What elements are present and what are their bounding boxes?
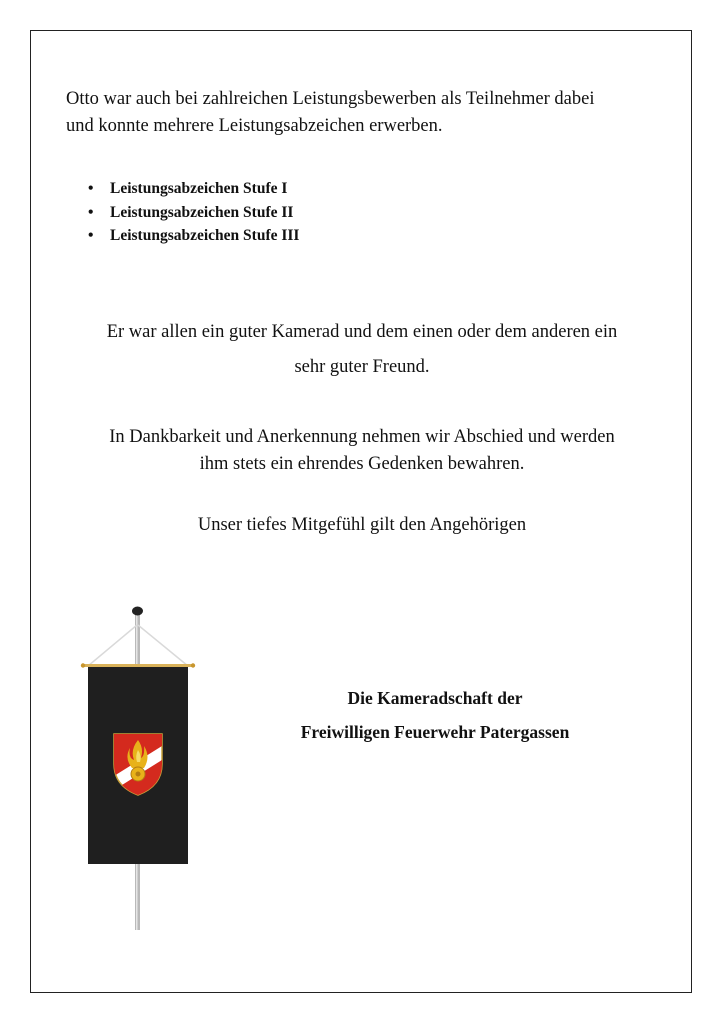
badge-list <box>88 177 299 248</box>
intro-paragraph <box>66 86 676 140</box>
farewell-line-2: ihm stets ein ehrendes Gedenken bewahren. <box>199 454 525 474</box>
fire-brigade-banner-icon <box>78 600 198 935</box>
crossbar <box>84 664 192 667</box>
pole-knob <box>132 607 143 616</box>
intro-line-1: Otto war auch bei zahlreichen Leistungsbewerben als Teilnehmer dabei <box>66 89 595 109</box>
badge-item: • Leistungsabzeichen Stufe I <box>88 177 299 201</box>
intro-line-2: und konnte mehrere Leistungsabzeichen erwerben. <box>66 116 443 136</box>
badge-item: • Leistungsabzeichen Stufe II <box>88 201 299 225</box>
farewell-paragraph <box>40 424 684 478</box>
sympathy-line: Unser tiefes Mitgefühl gilt den Angehörigen <box>197 515 527 535</box>
farewell-line-1: In Dankbarkeit und Anerkennung nehmen wir Abschied und werden <box>109 427 615 447</box>
signature-line-1: Die Kameradschaft der <box>347 688 523 708</box>
comrade-line-2: sehr guter Freund. <box>294 357 430 377</box>
signature-line-2: Freiwilligen Feuerwehr Patergassen <box>300 722 570 742</box>
comrade-line-1: Er war allen ein guter Kamerad und dem einen oder dem anderen ein <box>106 322 618 342</box>
badge-item: • Leistungsabzeichen Stufe III <box>88 224 299 248</box>
